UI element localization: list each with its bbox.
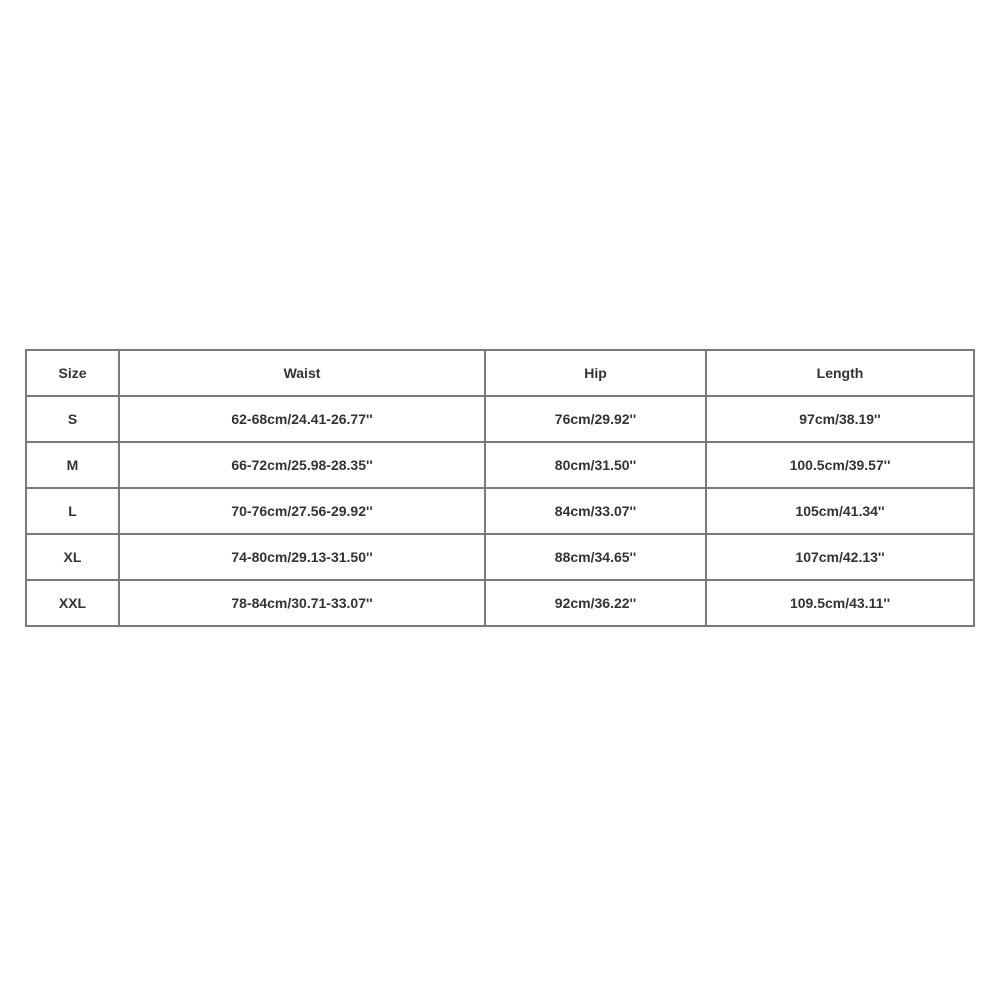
cell-hip: 92cm/36.22''	[485, 580, 706, 626]
cell-length: 109.5cm/43.11''	[706, 580, 974, 626]
header-size: Size	[26, 350, 119, 396]
cell-waist: 74-80cm/29.13-31.50''	[119, 534, 485, 580]
cell-length: 107cm/42.13''	[706, 534, 974, 580]
table-row	[26, 580, 974, 626]
cell-waist: 66-72cm/25.98-28.35''	[119, 442, 485, 488]
table-row	[26, 534, 974, 580]
cell-waist: 62-68cm/24.41-26.77''	[119, 396, 485, 442]
cell-hip: 84cm/33.07''	[485, 488, 706, 534]
cell-length: 105cm/41.34''	[706, 488, 974, 534]
cell-waist: 70-76cm/27.56-29.92''	[119, 488, 485, 534]
header-hip: Hip	[485, 350, 706, 396]
cell-length: 97cm/38.19''	[706, 396, 974, 442]
cell-size: XXL	[26, 580, 119, 626]
table-row	[26, 488, 974, 534]
size-chart-table	[25, 349, 975, 627]
cell-length: 100.5cm/39.57''	[706, 442, 974, 488]
cell-hip: 76cm/29.92''	[485, 396, 706, 442]
header-waist: Waist	[119, 350, 485, 396]
cell-size: L	[26, 488, 119, 534]
cell-size: M	[26, 442, 119, 488]
cell-hip: 80cm/31.50''	[485, 442, 706, 488]
cell-waist: 78-84cm/30.71-33.07''	[119, 580, 485, 626]
header-length: Length	[706, 350, 974, 396]
cell-hip: 88cm/34.65''	[485, 534, 706, 580]
table-row	[26, 396, 974, 442]
cell-size: S	[26, 396, 119, 442]
table-header-row	[26, 350, 974, 396]
cell-size: XL	[26, 534, 119, 580]
table-row	[26, 442, 974, 488]
